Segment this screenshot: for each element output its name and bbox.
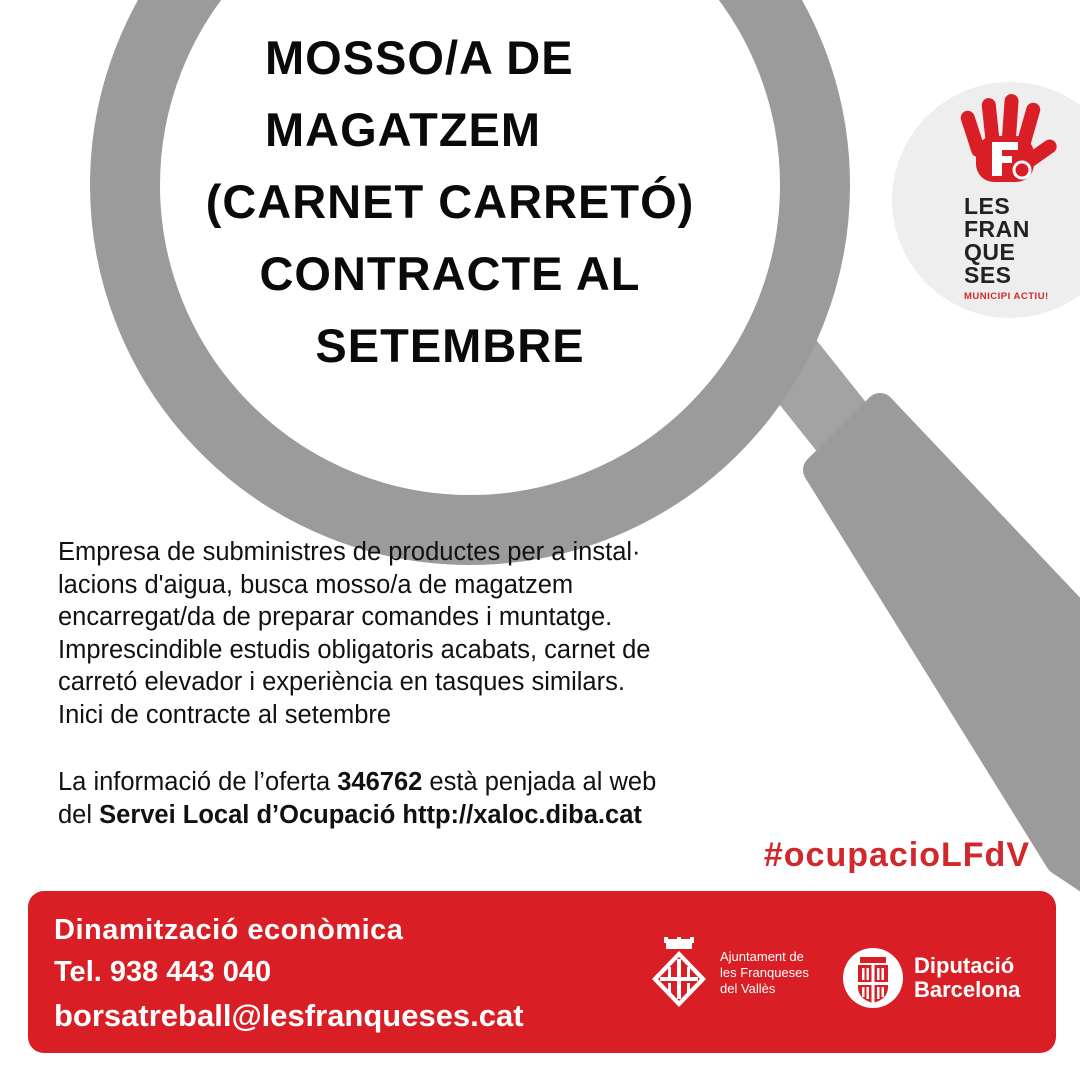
logo-word: QUE (964, 239, 1016, 265)
diputacio-text: Diputació (914, 953, 1015, 978)
job-title (150, 22, 750, 382)
logo-word: SES (964, 262, 1012, 288)
offer-info (58, 766, 778, 831)
ajuntament-logo (648, 937, 809, 1009)
les-franqueses-logo (940, 90, 1080, 302)
description-line: encarregat/da de preparar comandes i muntatge. (58, 603, 613, 631)
offer-text: està penjada al web (422, 768, 657, 796)
diputacio-seal-icon (842, 947, 904, 1009)
contact-block (54, 909, 524, 1039)
offer-url-link[interactable]: http://xaloc.diba.cat (402, 800, 642, 829)
description-line: carretó elevador i experiència en tasques similars. (58, 668, 625, 696)
title-line: CONTRACTE AL (259, 247, 641, 300)
logo-word: LES (964, 193, 1011, 219)
ajuntament-text: les Franqueses (720, 965, 809, 980)
email-address[interactable]: borsatreball@lesfranqueses.cat (54, 998, 524, 1033)
description-line: Empresa de subministres de productes per a instal· (58, 538, 641, 566)
department-name: Dinamització econòmica (54, 914, 404, 946)
description-line: lacions d'aigua, busca mosso/a de magatzem (58, 570, 574, 599)
description-line: Inici de contracte al setembre (58, 700, 392, 729)
offer-text: del (58, 800, 100, 829)
phone-number[interactable]: Tel. 938 443 040 (54, 956, 272, 988)
logo-word: FRAN (964, 216, 1030, 242)
offer-number: 346762 (337, 768, 423, 796)
title-line: SETEMBRE (315, 319, 585, 372)
magnifier-handle (818, 408, 1080, 880)
contact-footer (28, 891, 1056, 1053)
ajuntament-text: Ajuntament de (720, 949, 804, 964)
title-line: (CARNET CARRETÓ) (205, 175, 695, 228)
offer-text: La informació de l’oferta (58, 768, 338, 796)
description-line: Imprescindible estudis obligatoris acabats, carnet de (58, 635, 651, 664)
diputacio-logo (842, 947, 1020, 1009)
hashtag: #ocupacioLFdV (763, 836, 1030, 874)
ajuntament-text: del Vallès (720, 981, 776, 996)
job-description (58, 536, 778, 731)
hand-logo-icon (948, 90, 1058, 190)
title-line: MAGATZEM (265, 103, 542, 156)
diputacio-text: Barcelona (914, 977, 1021, 1002)
service-name: Servei Local d’Ocupació (99, 800, 396, 829)
ajuntament-shield-icon (648, 937, 710, 1009)
logo-tagline: MUNICIPI ACTIU! (964, 291, 1049, 302)
title-line: MOSSO/A DE (265, 31, 574, 84)
